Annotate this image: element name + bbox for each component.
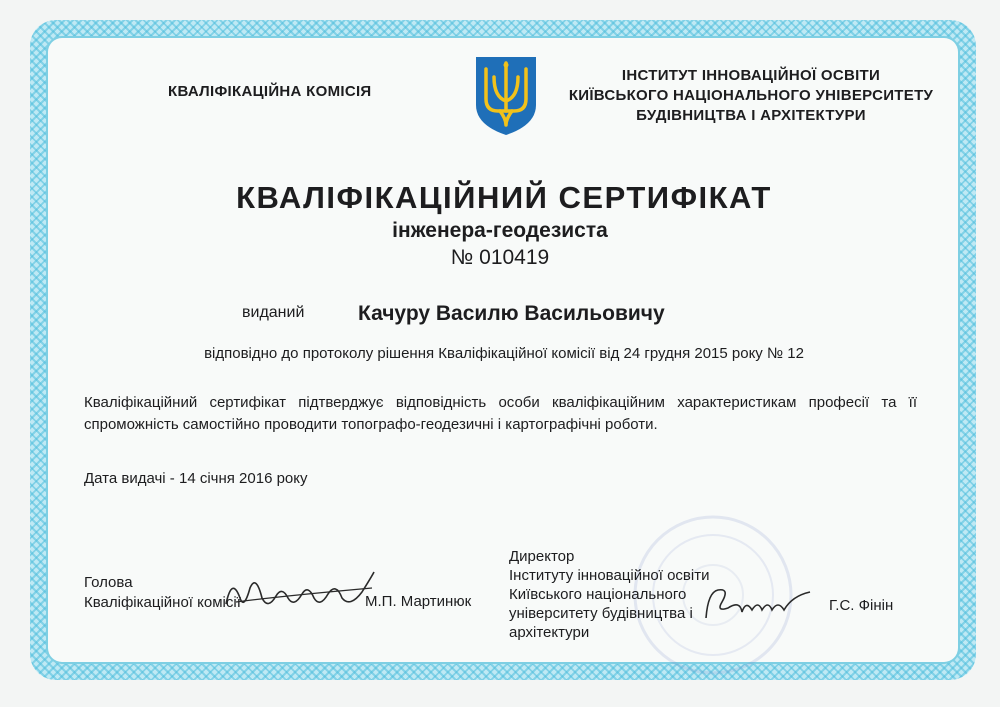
director-title-line: Інституту інноваційної освіти [509,567,710,584]
director-title-line: архітектури [509,624,590,641]
director-title-line: університету будівництва і [509,605,693,622]
director-title-line: Київського національного [509,586,687,603]
certificate-statement: Кваліфікаційний сертифікат підтверджує відповідність особи кваліфікаційним характеристикам професії та її спроможність самостійно проводити топографо-геодезичні і картографічні роботи. [84,394,917,433]
institute-line: КИЇВСЬКОГО НАЦІОНАЛЬНОГО УНІВЕРСИТЕТУ [568,87,934,104]
institute-line: БУДІВНИЦТВА І АРХІТЕКТУРИ [636,107,866,124]
director-title-block [509,547,710,642]
certificate-title: КВАЛІФІКАЦІЙНИЙ СЕРТИФІКАТ [236,180,772,215]
head-title-line: Голова [84,574,133,591]
issue-date: Дата видачі - 14 січня 2016 року [84,470,308,487]
certificate-subtitle: інженера-геодезиста [392,219,608,242]
trident-icon [472,53,540,137]
commission-heading: КВАЛІФІКАЦІЙНА КОМІСІЯ [168,83,372,100]
head-name: М.П. Мартинюк [365,593,472,610]
director-name: Г.С. Фінін [829,597,894,614]
head-title-block [84,573,241,613]
issued-label: виданий [242,304,305,321]
director-signature [700,578,820,628]
head-signature [222,568,382,618]
recipient-name: Качуру Василю Васильовичу [358,302,665,325]
institute-line: ІНСТИТУТ ІННОВАЦІЙНОЇ ОСВІТИ [621,67,881,84]
director-title-line: Директор [509,548,575,565]
protocol-text: відповідно до протоколу рішення Кваліфікаційної комісії від 24 грудня 2015 року № 12 [204,345,804,362]
certificate-number: № 010419 [450,246,550,269]
institute-heading [566,66,936,126]
head-title-line: Кваліфікаційної комісії [84,594,241,611]
